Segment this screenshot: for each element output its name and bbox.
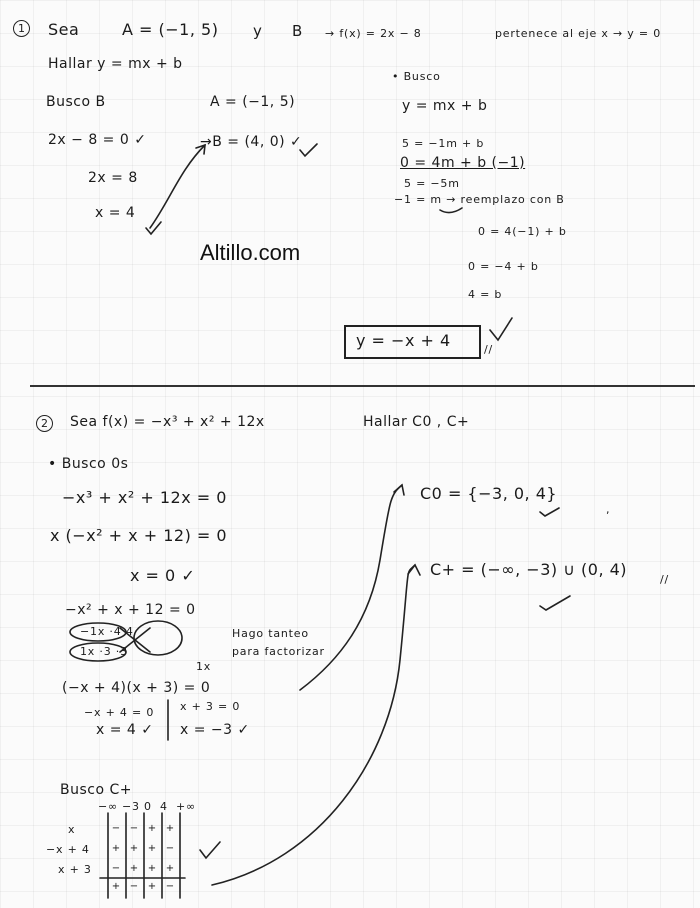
sign-cell: + xyxy=(111,843,121,854)
checkmark-icon xyxy=(146,222,161,234)
sign-cell: − xyxy=(111,863,121,874)
sign-cell: − xyxy=(165,843,175,854)
ex1-point-a-copy: A = (−1, 5) xyxy=(210,94,296,110)
ex2-left-root: x = 4 ✓ xyxy=(96,722,154,738)
ex2-tanteo-line-2: para factorizar xyxy=(232,645,325,658)
ex1-b-condition: → f(x) = 2x − 8 xyxy=(325,27,422,40)
curve-arrow-icon xyxy=(150,145,205,228)
ex1-right-step-2: 0 = 4m + b (−1) xyxy=(400,155,526,171)
ex1-right-step-4: −1 = m → reemplazo con B xyxy=(394,193,565,206)
oval-icon xyxy=(134,621,182,655)
sign-table-header-3: 4 xyxy=(160,800,168,813)
ex2-cplus: C+ = (−∞, −3) ∪ (0, 4) xyxy=(430,560,628,579)
sign-cell: − xyxy=(129,881,139,892)
sign-cell: + xyxy=(111,881,121,892)
underline-icon xyxy=(440,208,462,213)
checkmark-icon xyxy=(490,318,512,340)
ex2-factor-extra: 1x xyxy=(196,660,212,673)
checkmark-icon xyxy=(200,842,220,858)
sign-cell: + xyxy=(129,863,139,874)
ex1-hallar: Hallar y = mx + b xyxy=(48,56,183,72)
sign-table-row-label: x xyxy=(68,823,76,836)
ex1-point-a: A = (−1, 5) xyxy=(122,20,219,39)
ex1-right-step-7: 4 = b xyxy=(468,288,503,301)
ex2-tanteo-line-1: Hago tanteo xyxy=(232,627,309,640)
ex1-conjunction: y xyxy=(253,22,263,40)
sign-cell: − xyxy=(129,823,139,834)
sign-table-header-1: −3 xyxy=(122,800,140,813)
ex1-sea: Sea xyxy=(48,20,80,39)
ex1-right-step-1: 5 = −1m + b xyxy=(402,137,485,150)
sign-cell: − xyxy=(165,881,175,892)
checkmark-icon xyxy=(540,508,559,516)
section-divider xyxy=(30,385,695,387)
sign-table-header-2: 0 xyxy=(144,800,152,813)
sign-cell: + xyxy=(165,823,175,834)
ex2-step-1: −x³ + x² + 12x = 0 xyxy=(62,488,227,507)
exercise-1-number: 1 xyxy=(13,20,30,37)
checkmark-icon xyxy=(300,144,317,156)
sign-cell: + xyxy=(147,823,157,834)
ex1-busco-b-title: Busco B xyxy=(46,94,106,110)
arrow-head-icon xyxy=(408,565,420,575)
checkmark-icon xyxy=(540,596,570,610)
ex1-right-title: • Busco xyxy=(392,70,441,83)
ex1-right-step-6: 0 = −4 + b xyxy=(468,260,539,273)
sign-cell: + xyxy=(147,881,157,892)
ex2-factor-row-2: 1x ·3 ·3 xyxy=(80,645,128,658)
ex1-result: y = −x + 4 xyxy=(356,331,451,350)
ex2-factored: (−x + 4)(x + 3) = 0 xyxy=(62,680,211,696)
ex1-point-b-result: →B = (4, 0) ✓ xyxy=(200,134,303,150)
ex2-busco-zeros: • Busco 0s xyxy=(48,456,129,472)
ex1-busco-b-step-3: x = 4 xyxy=(95,205,136,221)
ex2-step-2: x (−x² + x + 12) = 0 xyxy=(50,526,228,545)
ex2-factor-row-1: −1x ·4 4 xyxy=(80,625,134,638)
sign-table-header-4: +∞ xyxy=(176,800,196,813)
ex2-right-root-eq: x + 3 = 0 xyxy=(180,700,241,713)
sign-table-row-label: x + 3 xyxy=(58,863,92,876)
ex2-hallar: Hallar C0 , C+ xyxy=(363,414,470,430)
sign-table-row-label: −x + 4 xyxy=(46,843,90,856)
ex1-busco-b-step-2: 2x = 8 xyxy=(88,170,138,186)
exercise-2-number: 2 xyxy=(36,415,53,432)
ex2-right-root: x = −3 ✓ xyxy=(180,722,250,738)
long-arrow-icon xyxy=(300,485,402,690)
ex1-busco-b-step-1: 2x − 8 = 0 ✓ xyxy=(48,132,147,148)
ex2-left-root-eq: −x + 4 = 0 xyxy=(84,706,155,719)
ex2-step-3: x = 0 ✓ xyxy=(130,566,196,585)
altillo-watermark: Altillo.com xyxy=(200,240,301,265)
ex2-c0-mark: , xyxy=(606,503,611,516)
ex1-right-step-3: 5 = −5m xyxy=(404,177,460,190)
ex2-statement: Sea f(x) = −x³ + x² + 12x xyxy=(70,414,265,430)
sign-cell: + xyxy=(147,843,157,854)
sign-cell: + xyxy=(129,843,139,854)
ex1-right-step-5: 0 = 4(−1) + b xyxy=(478,225,567,238)
sign-cell: − xyxy=(111,823,121,834)
ex2-c0: C0 = {−3, 0, 4} xyxy=(420,484,558,503)
ex2-step-4: −x² + x + 12 = 0 xyxy=(65,602,196,618)
sign-cell: + xyxy=(165,863,175,874)
ex2-busco-cplus: Busco C+ xyxy=(60,782,132,798)
sign-cell: + xyxy=(147,863,157,874)
ex1-right-equation: y = mx + b xyxy=(402,98,488,114)
ex1-result-mark: // xyxy=(484,343,494,356)
sign-table-header-0: −∞ xyxy=(98,800,118,813)
arrow-head-icon xyxy=(394,485,404,495)
ex1-point-b-label: B xyxy=(292,22,303,40)
ex1-b-condition-2: pertenece al eje x → y = 0 xyxy=(495,27,662,40)
ex2-cplus-mark: // xyxy=(660,573,670,586)
